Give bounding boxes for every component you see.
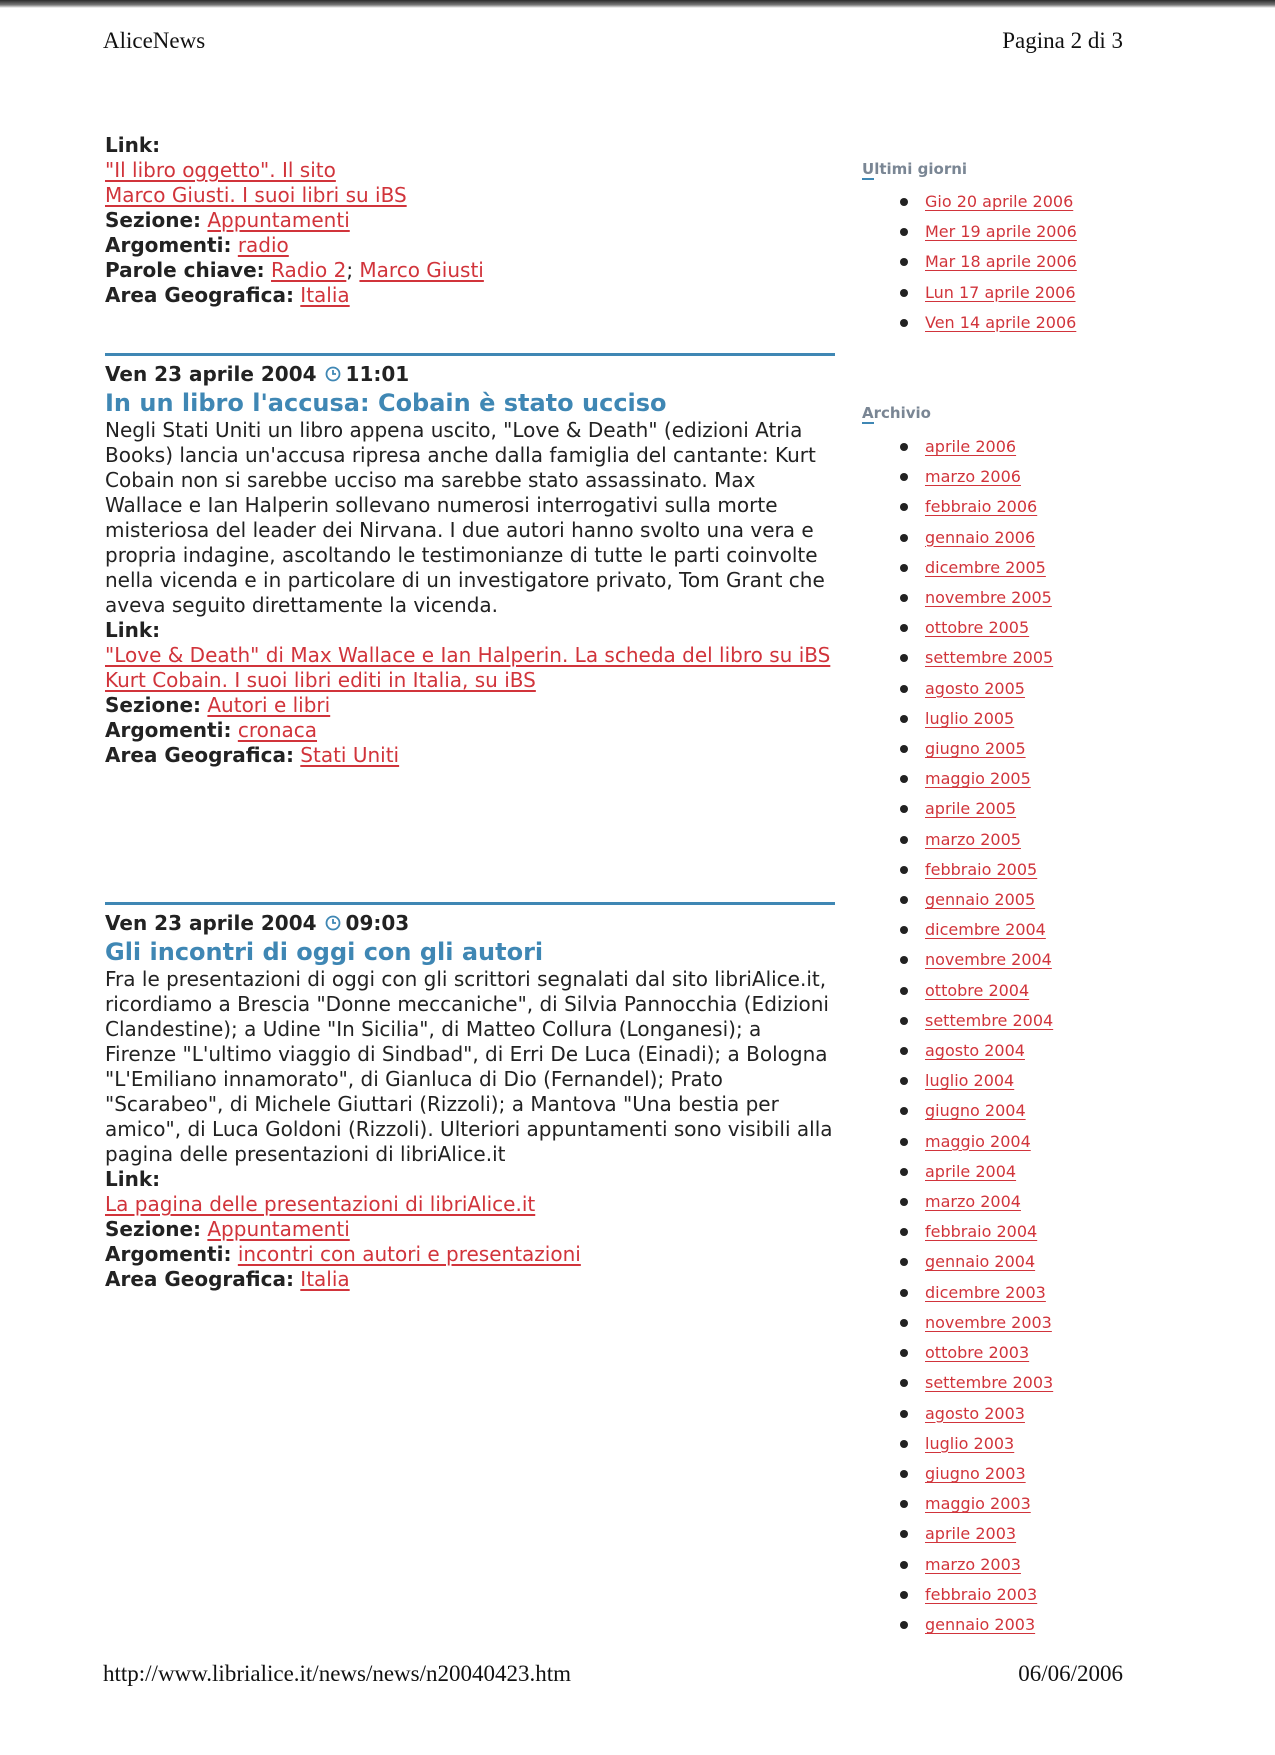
list-item — [862, 1580, 1122, 1610]
parole-chiave-label: Parole chiave: — [105, 258, 265, 282]
list-item — [862, 704, 1122, 734]
list-item — [862, 764, 1122, 794]
sezione-label: Sezione: — [105, 208, 202, 232]
archivio-month-link[interactable]: luglio 2004 — [925, 1071, 1015, 1091]
archivio-title: Archivio — [862, 404, 931, 422]
archivio-month-link[interactable]: agosto 2003 — [925, 1403, 1025, 1423]
list-item — [862, 1308, 1122, 1338]
area-geografica-link[interactable]: Italia — [300, 1267, 350, 1291]
archivio-month-link[interactable]: giugno 2005 — [925, 739, 1026, 759]
article-date: Ven 23 aprile 2004 — [105, 362, 317, 386]
list-item — [862, 278, 1122, 308]
list-item — [862, 1006, 1122, 1036]
print-footer — [103, 1661, 1123, 1687]
archivio-month-link[interactable]: aprile 2003 — [925, 1524, 1017, 1544]
archivio-month-link[interactable]: gennaio 2005 — [925, 890, 1036, 910]
list-item — [862, 187, 1122, 217]
archivio-month-link[interactable]: febbraio 2004 — [925, 1222, 1038, 1242]
archivio-month-link[interactable]: aprile 2005 — [925, 799, 1017, 819]
news-article — [105, 902, 835, 1292]
list-item — [862, 1338, 1122, 1368]
link-libro-oggetto[interactable]: "Il libro oggetto". Il sito — [105, 158, 336, 182]
area-geografica-label: Area Geografica: — [105, 1267, 294, 1291]
archivio-month-link[interactable]: maggio 2003 — [925, 1494, 1031, 1514]
archivio-month-link[interactable]: maggio 2005 — [925, 769, 1031, 789]
list-item — [862, 1399, 1122, 1429]
article-body: Fra le presentazioni di oggi con gli scrittori segnalati dal sito libriAlice.it, ricordiamo a Brescia "Donne meccaniche", di Silvia Pannocchia (Edizioni Clandestine); a Udine "In Sicilia", di Matteo Collura (Longanesi); a Firenze "L'ultimo viaggio di Sindbad", di Erri De Luca (Einadi); a Bologna "L'Emiliano innamorato", di Gianluca di Dio (Fernandel); Prato "Scarabeo", di Michele Giuttari (Rizzoli); a Mantova "Una bestia per amico", di Luca Goldoni (Rizzoli). Ulteriori appuntamenti sono visibili alla pagina delle presentazioni di libriAlice.it — [105, 967, 833, 1166]
archivio-month-link[interactable]: ottobre 2005 — [925, 618, 1030, 638]
ultimi-giorni-link[interactable]: Mar 18 aprile 2006 — [925, 252, 1077, 272]
news-content — [105, 133, 835, 1292]
print-site-name: AliceNews — [103, 28, 206, 53]
article-datetime — [105, 362, 835, 386]
archivio-month-link[interactable]: luglio 2003 — [925, 1433, 1015, 1453]
list-item — [862, 915, 1122, 945]
ultimi-giorni-link[interactable]: Lun 17 aprile 2006 — [925, 282, 1076, 302]
list-item — [862, 674, 1122, 704]
list-item — [862, 885, 1122, 915]
clock-icon — [325, 366, 341, 382]
archivio-month-link[interactable]: febbraio 2003 — [925, 1584, 1038, 1604]
print-date: 06/06/2006 — [1018, 1661, 1123, 1686]
archivio-month-link[interactable]: giugno 2004 — [925, 1101, 1026, 1121]
article-body: Negli Stati Uniti un libro appena uscito, "Love & Death" (edizioni Atria Books) lancia un'accusa ripresa anche dalla famiglia del cantante: Kurt Cobain non si sarebbe ucciso ma sarebbe stato assassinato. Max Wallace e Ian Halperin sollevano numerosi interrogativi sulla morte misteriosa del leader dei Nirvana. I due autori hanno svolto una vera e propria indagine, ascoltando le testimonianze di tutte le parti coinvolte nella vicenda e in particolare di un investigatore privato, Tom Grant che aveva seguito direttamente la vicenda. — [105, 418, 825, 617]
archivio-month-link[interactable]: novembre 2003 — [925, 1312, 1052, 1332]
link-label: Link: — [105, 1167, 161, 1191]
archivio-month-link[interactable]: settembre 2004 — [925, 1010, 1054, 1030]
archivio-month-link[interactable]: dicembre 2005 — [925, 557, 1046, 577]
news-article — [105, 353, 835, 902]
archivio-month-link[interactable]: febbraio 2006 — [925, 497, 1038, 517]
ultimi-giorni-link[interactable]: Ven 14 aprile 2006 — [925, 312, 1077, 332]
archivio-month-link[interactable]: dicembre 2004 — [925, 920, 1046, 940]
area-geografica-label: Area Geografica: — [105, 743, 294, 767]
area-geografica-link[interactable]: Italia — [300, 283, 350, 307]
argomenti-link[interactable]: radio — [237, 233, 289, 257]
clock-icon — [325, 915, 341, 931]
archivio-month-link[interactable]: dicembre 2003 — [925, 1282, 1046, 1302]
archivio-month-link[interactable]: gennaio 2003 — [925, 1614, 1036, 1634]
parola-chiave-link[interactable]: Marco Giusti — [359, 258, 484, 282]
list-item — [862, 1610, 1122, 1640]
list-item — [862, 1368, 1122, 1398]
link-label: Link: — [105, 133, 161, 157]
print-header — [103, 28, 1123, 54]
list-item — [862, 1036, 1122, 1066]
archivio-month-link[interactable]: ottobre 2003 — [925, 1343, 1030, 1363]
list-item — [862, 855, 1122, 885]
list-item — [862, 945, 1122, 975]
list-item — [862, 217, 1122, 247]
list-item — [862, 1157, 1122, 1187]
scan-edge — [0, 0, 1275, 8]
sezione-link[interactable]: Autori e libri — [207, 693, 331, 717]
list-item — [862, 462, 1122, 492]
sidebar-ultimi-giorni — [862, 160, 1122, 338]
sezione-label: Sezione: — [105, 1217, 202, 1241]
list-item — [862, 1217, 1122, 1247]
archivio-month-link[interactable]: marzo 2006 — [925, 467, 1021, 487]
parola-chiave-link[interactable]: Radio 2 — [271, 258, 347, 282]
argomenti-link[interactable]: incontri con autori e presentazioni — [237, 1242, 581, 1266]
list-item — [862, 613, 1122, 643]
argomenti-label: Argomenti: — [105, 233, 232, 257]
area-geografica-label: Area Geografica: — [105, 283, 294, 307]
archivio-month-link[interactable]: agosto 2004 — [925, 1041, 1025, 1061]
list-item — [862, 1278, 1122, 1308]
list-item — [862, 1550, 1122, 1580]
ultimi-giorni-link[interactable]: Mer 19 aprile 2006 — [925, 222, 1077, 242]
list-item — [862, 492, 1122, 522]
archivio-month-link[interactable]: agosto 2005 — [925, 678, 1025, 698]
list-item — [862, 1127, 1122, 1157]
archivio-month-link[interactable]: luglio 2005 — [925, 708, 1015, 728]
archivio-month-link[interactable]: aprile 2006 — [925, 437, 1017, 456]
article-date: Ven 23 aprile 2004 — [105, 911, 317, 935]
article-title[interactable]: In un libro l'accusa: Cobain è stato ucciso — [105, 389, 667, 417]
link-love-death-scheda[interactable]: "Love & Death" di Max Wallace e Ian Halperin. La scheda del libro su iBS — [105, 643, 831, 667]
argomenti-link[interactable]: cronaca — [237, 718, 318, 742]
link-label: Link: — [105, 618, 161, 642]
keyword-separator: ; — [346, 258, 354, 282]
argomenti-label: Argomenti: — [105, 718, 232, 742]
archivio-month-link[interactable]: novembre 2005 — [925, 588, 1052, 608]
list-item — [862, 247, 1122, 277]
list-item — [862, 1459, 1122, 1489]
ultimi-giorni-list — [862, 187, 1122, 338]
link-marco-giusti-ibs[interactable]: Marco Giusti. I suoi libri su iBS — [105, 183, 407, 207]
article-datetime — [105, 911, 835, 935]
list-item — [862, 583, 1122, 613]
ultimi-giorni-title: Ultimi giorni — [862, 160, 968, 178]
list-item — [862, 976, 1122, 1006]
ultimi-giorni-link[interactable]: Gio 20 aprile 2006 — [925, 192, 1074, 211]
archivio-list — [862, 432, 1122, 1640]
link-kurt-cobain-ibs[interactable]: Kurt Cobain. I suoi libri editi in Italia, su iBS — [105, 668, 536, 692]
sezione-link[interactable]: Appuntamenti — [207, 208, 350, 232]
list-item — [862, 1066, 1122, 1096]
article-title[interactable]: Gli incontri di oggi con gli autori — [105, 938, 544, 966]
list-item — [862, 1247, 1122, 1277]
archivio-month-link[interactable]: settembre 2003 — [925, 1373, 1054, 1393]
sezione-label: Sezione: — [105, 693, 202, 717]
archivio-month-link[interactable]: marzo 2005 — [925, 829, 1021, 849]
list-item — [862, 308, 1122, 338]
list-item — [862, 794, 1122, 824]
list-item — [862, 825, 1122, 855]
article-time: 11:01 — [345, 362, 410, 386]
list-item — [862, 523, 1122, 553]
archivio-month-link[interactable]: febbraio 2005 — [925, 859, 1038, 879]
list-item — [862, 1187, 1122, 1217]
list-item — [862, 1489, 1122, 1519]
argomenti-label: Argomenti: — [105, 1242, 232, 1266]
archivio-month-link[interactable]: marzo 2003 — [925, 1554, 1021, 1574]
archivio-month-link[interactable]: settembre 2005 — [925, 648, 1054, 668]
archivio-month-link[interactable]: giugno 2003 — [925, 1463, 1026, 1483]
list-item — [862, 1519, 1122, 1549]
archivio-month-link[interactable]: maggio 2004 — [925, 1131, 1031, 1151]
top-block-meta — [105, 133, 835, 353]
archivio-month-link[interactable]: gennaio 2004 — [925, 1252, 1036, 1272]
sezione-link[interactable]: Appuntamenti — [207, 1217, 350, 1241]
article-meta — [105, 1167, 835, 1292]
article-meta — [105, 618, 835, 768]
list-item — [862, 553, 1122, 583]
archivio-month-link[interactable]: ottobre 2004 — [925, 980, 1030, 1000]
link-presentazioni-librialice[interactable]: La pagina delle presentazioni di libriAlice.it — [105, 1192, 536, 1216]
print-url: http://www.librialice.it/news/news/n20040423.htm — [103, 1661, 572, 1686]
sidebar-archivio — [862, 404, 1122, 1640]
list-item — [862, 1096, 1122, 1126]
list-item — [862, 1429, 1122, 1459]
list-item — [862, 643, 1122, 673]
archivio-month-link[interactable]: marzo 2004 — [925, 1192, 1021, 1212]
archivio-month-link[interactable]: novembre 2004 — [925, 950, 1052, 970]
list-item — [862, 734, 1122, 764]
list-item — [862, 432, 1122, 462]
archivio-month-link[interactable]: aprile 2004 — [925, 1161, 1017, 1181]
area-geografica-link[interactable]: Stati Uniti — [300, 743, 400, 767]
article-time: 09:03 — [345, 911, 410, 935]
print-page-number: Pagina 2 di 3 — [1002, 28, 1123, 53]
archivio-month-link[interactable]: gennaio 2006 — [925, 527, 1036, 547]
